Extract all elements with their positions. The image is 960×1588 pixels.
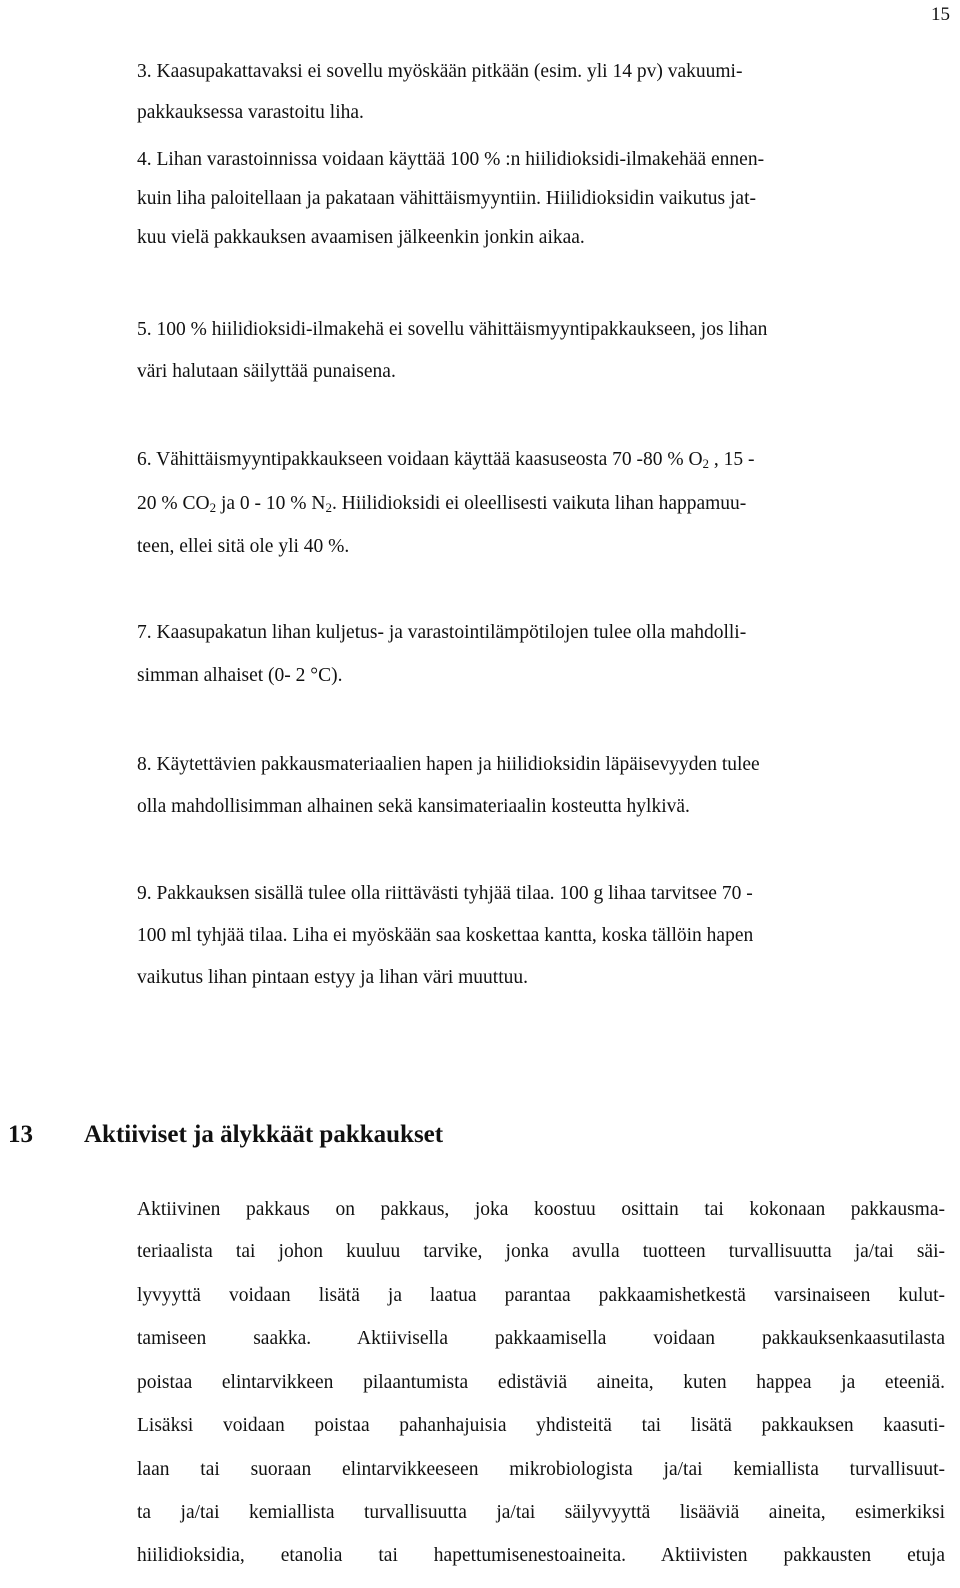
list-item-6-line-1-text: 6. Vähittäismyyntipakkaukseen voidaan käyttää kaasuseosta 70 -80 % O <box>137 449 703 470</box>
list-item-6-line-2-part-b: ja 0 - 10 % N <box>216 493 326 514</box>
list-item-4-line-3: kuu vielä pakkauksen avaamisen jälkeenkin jonkin aikaa. <box>137 227 585 248</box>
section-title: Aktiiviset ja älykkäät pakkaukset <box>84 1121 444 1148</box>
list-item-6-line-2-part-a: 20 % CO <box>137 493 210 514</box>
list-item-7-line-2: simman alhaiset (0- 2 °C). <box>137 665 343 686</box>
list-item-5-line-2: väri halutaan säilyttää punaisena. <box>137 361 396 382</box>
paragraph-line: Aktiivinen pakkaus on pakkaus, joka koostuu osittain tai kokonaan pakkausma- <box>137 1199 945 1220</box>
subscript: 2 <box>702 456 710 471</box>
list-item-7-line-1: 7. Kaasupakatun lihan kuljetus- ja varastointilämpötilojen tulee olla mahdolli- <box>137 622 747 643</box>
page-number: 15 <box>931 4 950 25</box>
list-item-9-line-1: 9. Pakkauksen sisällä tulee olla riittävästi tyhjää tilaa. 100 g lihaa tarvitsee 70 - <box>137 883 753 904</box>
list-item-6-line-1 <box>137 450 755 470</box>
paragraph-line: teriaalista tai johon kuuluu tarvike, jonka avulla tuotteen turvallisuutta ja/tai säi- <box>137 1241 945 1262</box>
list-item-6-line-3: teen, ellei sitä ole yli 40 %. <box>137 536 350 557</box>
paragraph-line: tamiseen saakka. Aktiivisella pakkaamisella voidaan pakkauksenkaasutilasta <box>137 1328 945 1349</box>
list-item-6-line-2 <box>137 494 746 514</box>
section-heading <box>8 1122 443 1147</box>
section-number: 13 <box>8 1121 33 1148</box>
list-item-6-line-1-tail: , 15 - <box>709 449 755 470</box>
paragraph-line: poistaa elintarvikkeen pilaantumista edistäviä aineita, kuten happea ja eteeniä. <box>137 1372 945 1393</box>
list-item-3-line-1: 3. Kaasupakattavaksi ei sovellu myöskään pitkään (esim. yli 14 pv) vakuumi- <box>137 61 743 82</box>
subscript: 2 <box>325 500 332 515</box>
subscript: 2 <box>209 500 217 515</box>
paragraph-line: hiilidioksidia, etanolia tai hapettumisenestoaineita. Aktiivisten pakkausten etuja <box>137 1545 945 1566</box>
list-item-5-line-1: 5. 100 % hiilidioksidi-ilmakehä ei sovellu vähittäismyyntipakkaukseen, jos lihan <box>137 319 768 340</box>
paragraph-line: Lisäksi voidaan poistaa pahanhajuisia yhdisteitä tai lisätä pakkauksen kaasuti- <box>137 1415 945 1436</box>
list-item-8-line-1: 8. Käytettävien pakkausmateriaalien hapen ja hiilidioksidin läpäisevyyden tulee <box>137 754 760 775</box>
list-item-6-line-2-part-c: . Hiilidioksidi ei oleellisesti vaikuta lihan happamuu- <box>332 493 747 514</box>
list-item-4-line-2: kuin liha paloitellaan ja pakataan vähittäismyyntiin. Hiilidioksidin vaikutus jat- <box>137 188 757 209</box>
list-item-8-line-2: olla mahdollisimman alhainen sekä kansimateriaalin kosteutta hylkivä. <box>137 796 690 817</box>
list-item-9-line-3: vaikutus lihan pintaan estyy ja lihan väri muuttuu. <box>137 967 529 988</box>
list-item-4-line-1: 4. Lihan varastoinnissa voidaan käyttää 100 % :n hiilidioksidi-ilmakehää ennen- <box>137 149 765 170</box>
paragraph-line: lyvyyttä voidaan lisätä ja laatua parantaa pakkaamishetkestä varsinaiseen kulut- <box>137 1285 945 1306</box>
list-item-9-line-2: 100 ml tyhjää tilaa. Liha ei myöskään saa koskettaa kantta, koska tällöin hapen <box>137 925 754 946</box>
paragraph-line: ta ja/tai kemiallista turvallisuutta ja/tai säilyvyyttä lisääviä aineita, esimerkiksi <box>137 1502 945 1523</box>
paragraph-line: laan tai suoraan elintarvikkeeseen mikrobiologista ja/tai kemiallista turvallisuut- <box>137 1459 945 1480</box>
list-item-3-line-2: pakkauksessa varastoitu liha. <box>137 102 364 123</box>
